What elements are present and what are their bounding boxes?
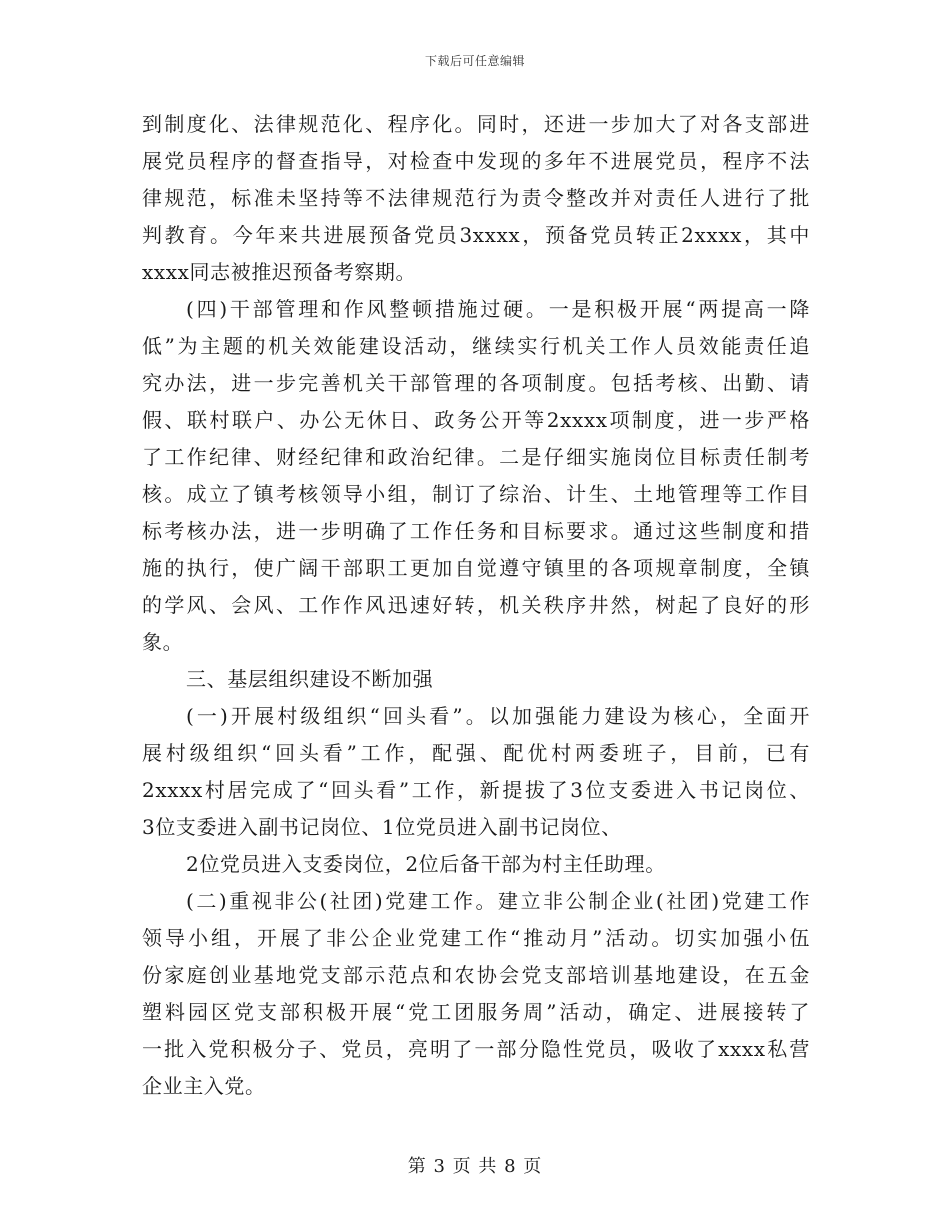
body-line: 份家庭创业基地党支部示范点和农协会党支部培训基地建设，在五金 (142, 963, 810, 987)
page-number: 第 3 页 共 8 页 (407, 1156, 543, 1177)
body-line: 律规范，标准未坚持等不法律规范行为责令整改并对责任人进行了批 (142, 186, 810, 210)
body-line: (二)重视非公(社团)党建工作。建立非公制企业(社团)党建工作 (186, 889, 810, 913)
body-line: 展村级组织“回头看”工作，配强、配优村两委班子，目前，已有 (142, 741, 810, 765)
body-line: 的学风、会风、工作作风迅速好转，机关秩序井然，树起了良好的形 (142, 593, 810, 617)
document-body (142, 106, 810, 1105)
body-line: 核。成立了镇考核领导小组，制订了综治、计生、土地管理等工作目 (142, 482, 810, 506)
body-line: 标考核办法，进一步明确了工作任务和目标要求。通过这些制度和措 (142, 519, 810, 543)
body-line: 了工作纪律、财经纪律和政治纪律。二是仔细实施岗位目标责任制考 (142, 445, 810, 469)
body-line: 2位党员进入支委岗位，2位后备干部为村主任助理。 (186, 852, 666, 876)
body-line: 低”为主题的机关效能建设活动，继续实行机关工作人员效能责任追 (142, 334, 810, 358)
body-line: 企业主入党。 (142, 1074, 266, 1098)
body-line: 3位支委进入副书记岗位、1位党员进入副书记岗位、 (142, 815, 622, 839)
body-line: 塑料园区党支部积极开展“党工团服务周”活动，确定、进展接转了 (142, 1000, 810, 1024)
body-line: xxxx同志被推迟预备考察期。 (142, 260, 417, 284)
body-line: 象。 (142, 630, 184, 654)
body-line: 究办法，进一步完善机关干部管理的各项制度。包括考核、出勤、请 (142, 371, 810, 395)
page-header-note: 下载后可任意编辑 (424, 54, 525, 68)
body-line: 领导小组，开展了非公企业党建工作“推动月”活动。切实加强小伍 (142, 926, 810, 950)
body-line: 施的执行，使广阔干部职工更加自觉遵守镇里的各项规章制度，全镇 (142, 556, 810, 580)
body-line: 展党员程序的督查指导，对检查中发现的多年不进展党员，程序不法 (142, 149, 810, 173)
section-heading: 三、基层组织建设不断加强 (186, 667, 434, 691)
body-line: 判教育。今年来共进展预备党员3xxxx，预备党员转正2xxxx，其中 (142, 223, 810, 247)
body-line: 到制度化、法律规范化、程序化。同时，还进一步加大了对各支部进 (142, 112, 810, 136)
body-line: 2xxxx村居完成了“回头看”工作，新提拔了3位支委进入书记岗位、 (142, 778, 810, 802)
body-line: 假、联村联户、办公无休日、政务公开等2xxxx项制度，进一步严格 (142, 408, 810, 432)
body-line: (四)干部管理和作风整顿措施过硬。一是积极开展“两提高一降 (186, 297, 810, 321)
body-line: 一批入党积极分子、党员，亮明了一部分隐性党员，吸收了xxxx私营 (142, 1037, 810, 1061)
body-line: (一)开展村级组织“回头看”。以加强能力建设为核心，全面开 (186, 704, 810, 728)
